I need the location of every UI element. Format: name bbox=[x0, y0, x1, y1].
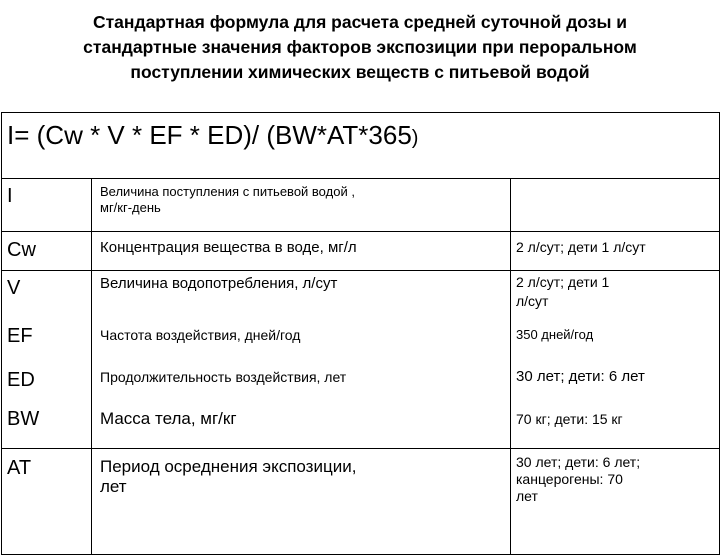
symbol-cw: Cw bbox=[7, 239, 36, 261]
value-bw: 70 кг; дети: 15 кг bbox=[516, 411, 623, 427]
symbol-ed: ED bbox=[7, 369, 35, 391]
value-cell bbox=[511, 271, 720, 449]
title-line-3: поступлении химических веществ с питьевой водой bbox=[130, 62, 590, 82]
desc-at-line-1: Период осреднения экспозиции, bbox=[100, 457, 357, 476]
table-row bbox=[2, 271, 720, 449]
symbol-i: I bbox=[7, 185, 13, 207]
value-ef: 350 дней/год bbox=[516, 327, 594, 342]
symbol-at: AT bbox=[7, 457, 32, 479]
desc-at-line-2: лет bbox=[100, 477, 127, 496]
description-cell bbox=[92, 449, 511, 555]
description-cell bbox=[92, 179, 511, 232]
formula-text: I= (Cw * V * EF * ED)/ (BW*AT*365 bbox=[7, 120, 412, 150]
desc-v: Величина водопотребления, л/сут bbox=[100, 275, 338, 292]
symbol-v: V bbox=[7, 277, 21, 299]
table-row bbox=[2, 449, 720, 555]
desc-ed: Продолжительность воздействия, лет bbox=[100, 369, 347, 385]
value-cell bbox=[511, 449, 720, 555]
value-cell bbox=[511, 232, 720, 271]
symbol-cell bbox=[2, 179, 92, 232]
symbol-cell bbox=[2, 232, 92, 271]
value-at-line-1: 30 лет; дети: 6 лет; bbox=[516, 454, 641, 470]
value-cell bbox=[511, 179, 720, 232]
title-line-2: стандартные значения факторов экспозиции при пероральном bbox=[83, 37, 637, 57]
title-line-1: Стандартная формула для расчета средней суточной дозы и bbox=[92, 12, 628, 32]
description-cell bbox=[92, 232, 511, 271]
symbol-cell bbox=[2, 449, 92, 555]
value-ed: 30 лет; дети: 6 лет bbox=[516, 368, 645, 385]
desc-i-line-1: Величина поступления с питьевой водой , bbox=[100, 184, 355, 199]
value-v-line-2: л/сут bbox=[516, 293, 549, 309]
symbol-cell bbox=[2, 271, 92, 449]
exposure-factors-table bbox=[1, 112, 720, 555]
desc-i-line-2: мг/кг-день bbox=[100, 200, 161, 215]
slide-title bbox=[0, 10, 720, 85]
value-at-line-2: канцерогены: 70 bbox=[516, 471, 623, 487]
table-row bbox=[2, 179, 720, 232]
table-row bbox=[2, 232, 720, 271]
symbol-bw: BW bbox=[7, 408, 40, 430]
desc-cw: Концентрация вещества в воде, мг/л bbox=[100, 239, 357, 256]
desc-ef: Частота воздействия, дней/год bbox=[100, 327, 301, 343]
value-at-line-3: лет bbox=[516, 488, 538, 504]
formula-row bbox=[2, 113, 720, 179]
value-cw: 2 л/сут; дети 1 л/сут bbox=[516, 239, 646, 255]
formula-close-paren: ) bbox=[411, 127, 419, 149]
value-v-line-1: 2 л/сут; дети 1 bbox=[516, 274, 610, 290]
desc-bw: Масса тела, мг/кг bbox=[100, 409, 237, 428]
description-cell bbox=[92, 271, 511, 449]
symbol-ef: EF bbox=[7, 325, 33, 347]
formula-cell bbox=[2, 113, 720, 179]
